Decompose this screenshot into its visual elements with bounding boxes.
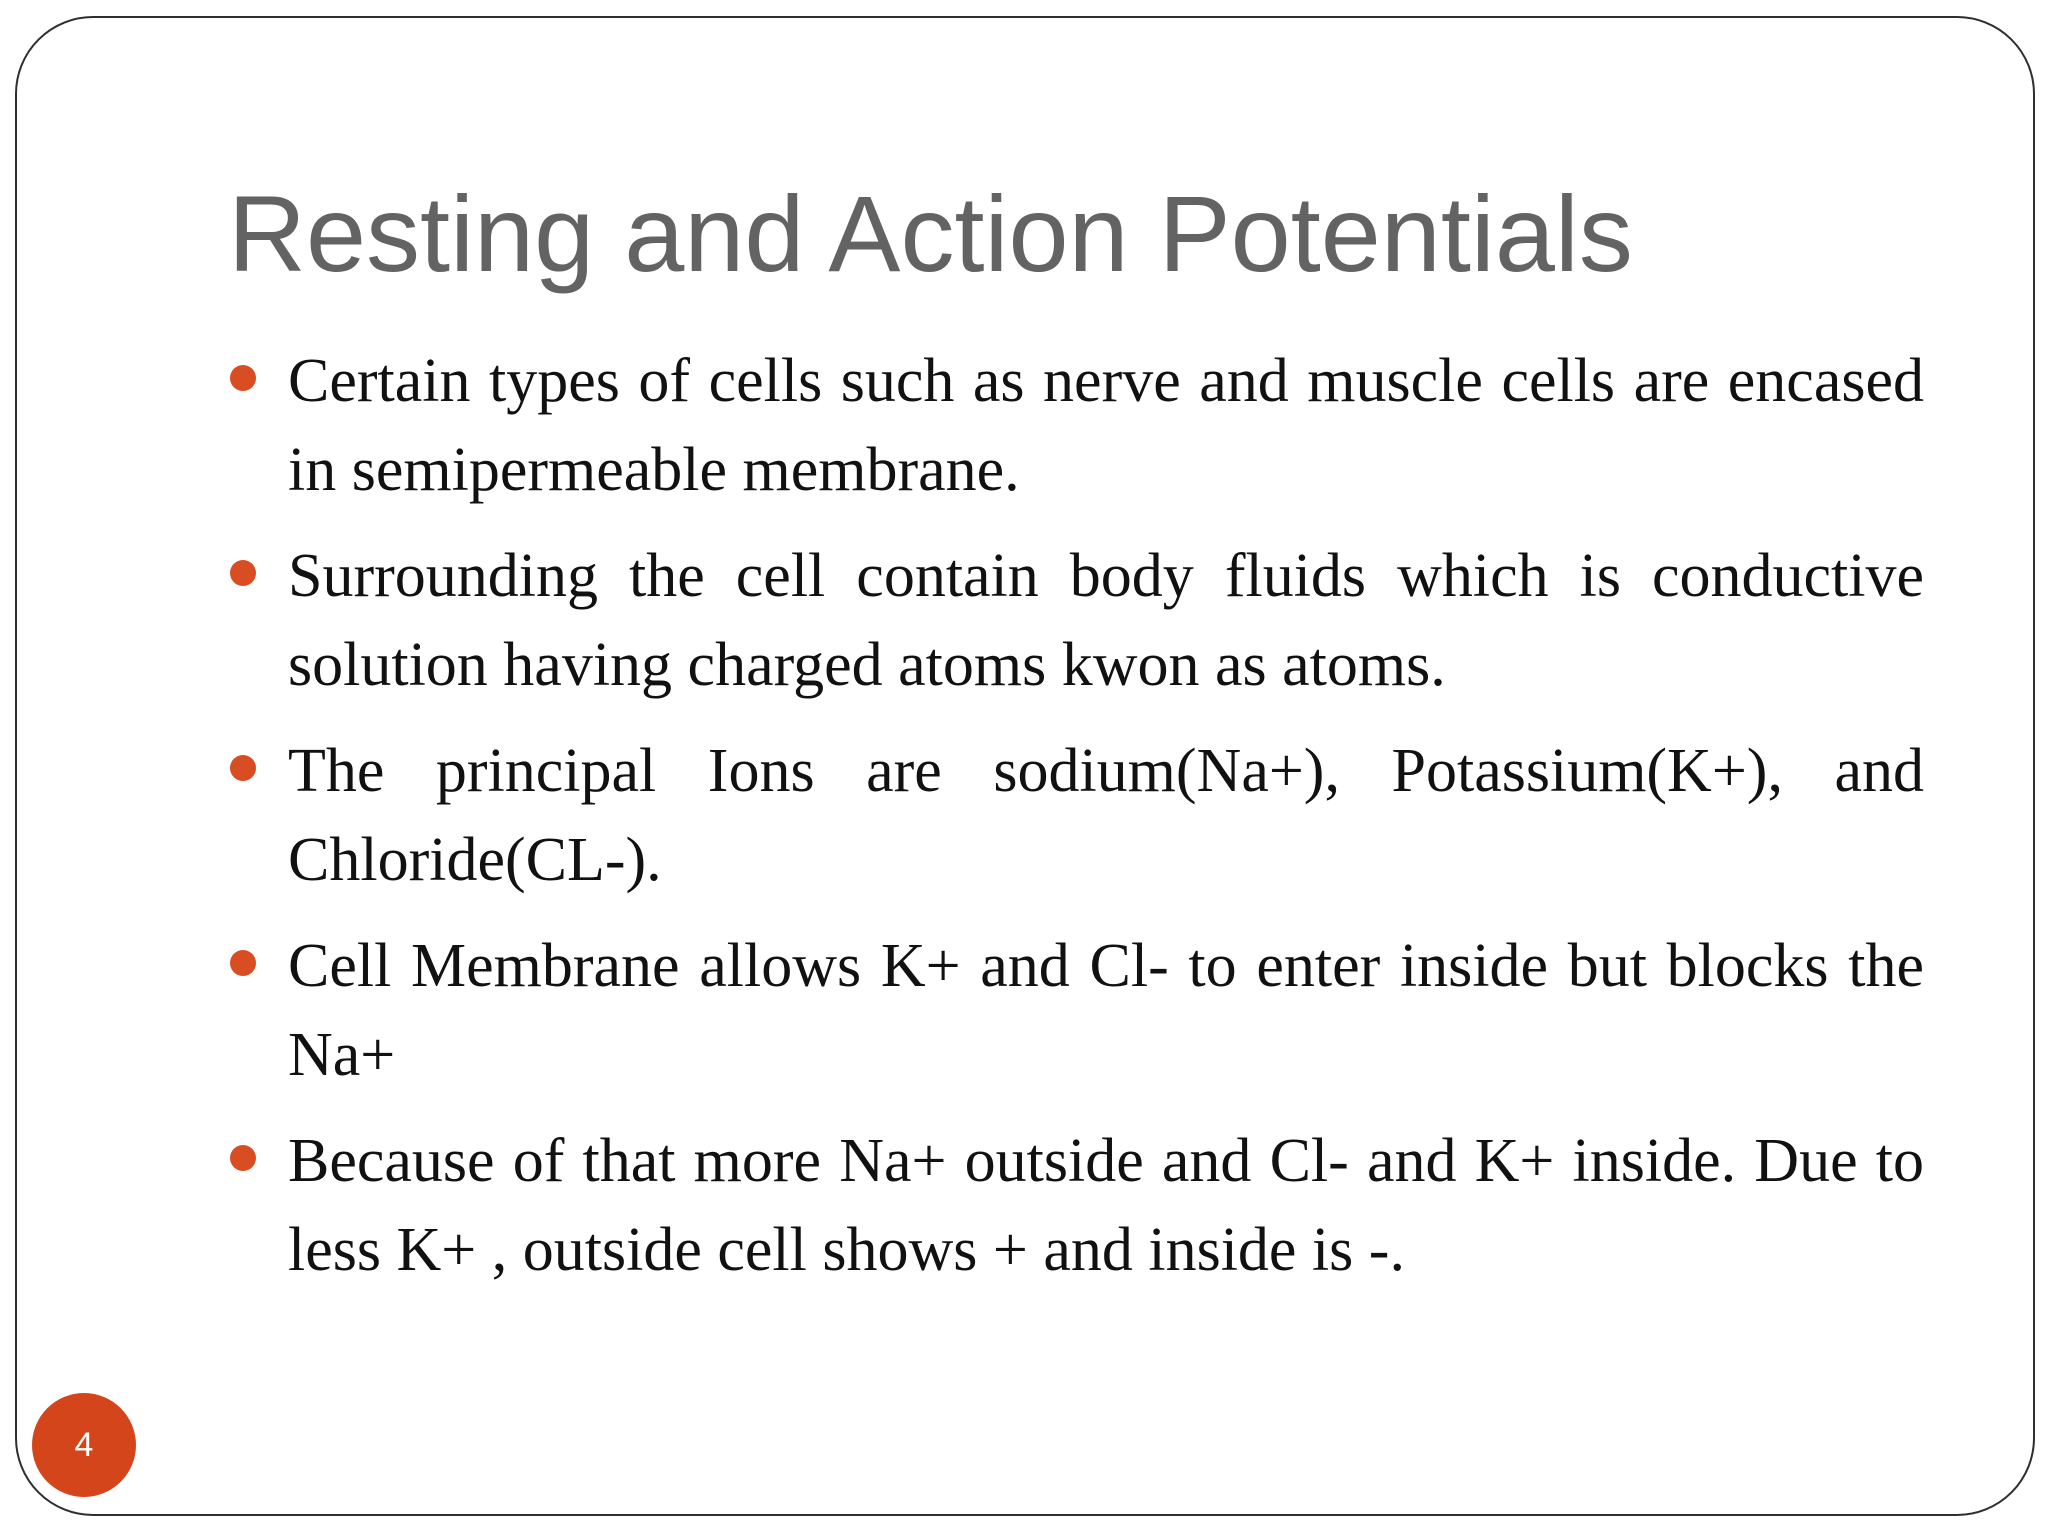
bullet-item-5	[228, 1117, 1924, 1295]
bullet-text-3: The principal Ions are sodium(Na+), Potassium(K+), and Chloride(CL-).	[288, 737, 1924, 894]
bullet-list	[228, 337, 1924, 1312]
bullet-text-5: Because of that more Na+ outside and Cl- and K+ inside. Due to less K+ , outside cell shows + and inside is -.	[288, 1127, 1924, 1284]
bullet-text-1: Certain types of cells such as nerve and muscle cells are encased in semipermeable membrane.	[288, 347, 1924, 504]
bullet-dot-icon	[230, 1145, 256, 1171]
bullet-dot-icon	[230, 560, 256, 586]
bullet-item-2	[228, 532, 1924, 710]
bullet-text-2: Surrounding the cell contain body fluids which is conductive solution having charged atoms kwon as atoms.	[288, 542, 1924, 699]
bullet-item-1	[228, 337, 1924, 515]
bullet-item-3	[228, 727, 1924, 905]
bullet-dot-icon	[230, 755, 256, 781]
bullet-text-4: Cell Membrane allows K+ and Cl- to enter inside but blocks the Na+	[288, 932, 1924, 1089]
bullet-item-4	[228, 922, 1924, 1100]
bullet-dot-icon	[230, 950, 256, 976]
slide-title: Resting and Action Potentials	[228, 173, 1633, 294]
page-number-badge: 4	[32, 1393, 136, 1497]
bullet-dot-icon	[230, 365, 256, 391]
